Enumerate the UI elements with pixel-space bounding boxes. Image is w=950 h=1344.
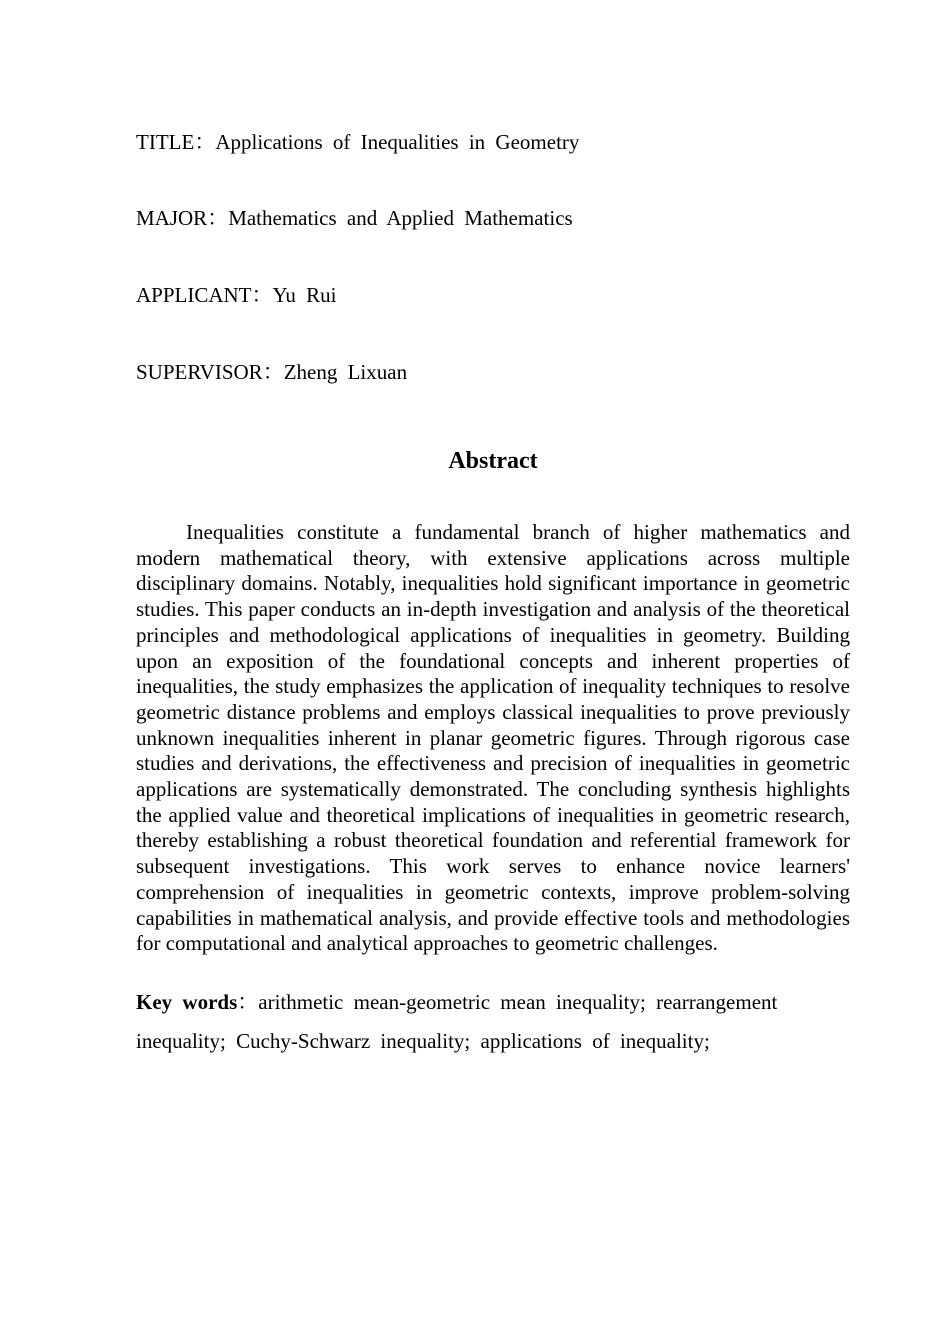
supervisor-label: SUPERVISOR xyxy=(136,360,263,384)
thesis-title-line xyxy=(136,129,579,155)
major-separator: ： xyxy=(207,206,229,230)
keywords-separator: ： xyxy=(237,990,259,1014)
keywords-label: Key words xyxy=(136,990,238,1014)
applicant-label: APPLICANT xyxy=(136,283,252,307)
major-label: MAJOR xyxy=(136,206,208,230)
supervisor-line xyxy=(136,359,407,385)
title-separator: ： xyxy=(194,130,216,154)
major-value: Mathematics and Applied Mathematics xyxy=(228,206,573,230)
applicant-separator: ： xyxy=(251,283,273,307)
title-value: Applications of Inequalities in Geometry xyxy=(215,130,580,154)
applicant-line xyxy=(136,282,336,308)
keywords-section xyxy=(136,983,850,1061)
title-label: TITLE xyxy=(136,130,195,154)
keywords-value: arithmetic mean-geometric mean inequality; rearrangement inequality; Cuchy-Schwarz inequality; applications of inequality; xyxy=(136,990,778,1053)
abstract-body: Inequalities constitute a fundamental branch of higher mathematics and modern mathematical theory, with extensive applications across multiple disciplinary domains. Notably, inequalities hold significant importance in geometric studies. This paper conducts an in-depth investigation and analysis of the theoretical principles and methodological applications of inequalities in geometry. Building upon an exposition of the foundational concepts and inherent properties of inequalities, the study emphasizes the application of inequality techniques to resolve geometric distance problems and employs classical inequalities to prove previously unknown inequalities inherent in planar geometric figures. Through rigorous case studies and derivations, the effectiveness and precision of inequalities in geometric applications are systematically demonstrated. The concluding synthesis highlights the applied value and theoretical implications of inequalities in geometric research, thereby establishing a robust theoretical foundation and referential framework for subsequent investigations. This work serves to enhance novice learners' comprehension of inequalities in geometric contexts, improve problem-solving capabilities in mathematical analysis, and provide effective tools and methodologies for computational and analytical approaches to geometric challenges. xyxy=(136,520,850,956)
major-line xyxy=(136,205,573,231)
abstract-heading: Abstract xyxy=(448,448,538,474)
supervisor-value: Zheng Lixuan xyxy=(283,360,408,384)
supervisor-separator: ： xyxy=(262,360,284,384)
applicant-value: Yu Rui xyxy=(272,283,337,307)
